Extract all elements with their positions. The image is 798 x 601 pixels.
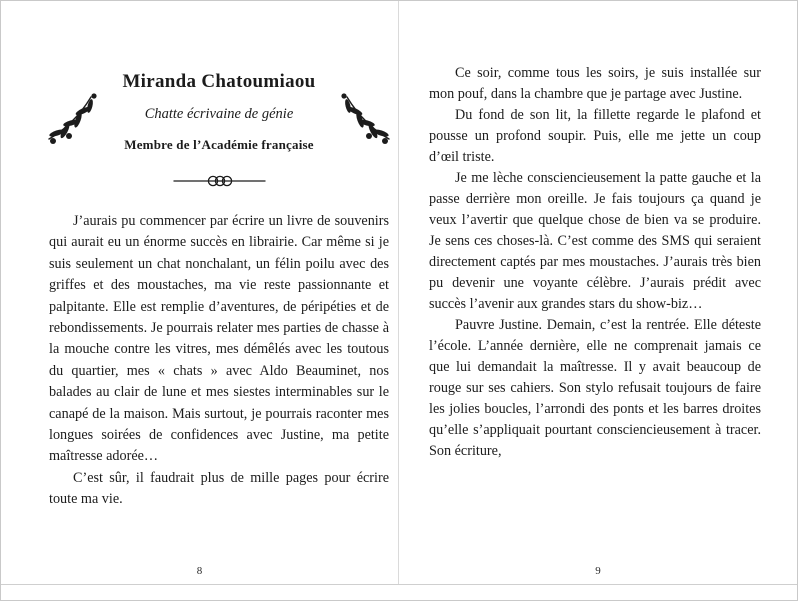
chapter-header xyxy=(49,71,389,189)
paragraph: Du fond de son lit, la fillette regarde le plafond et pousse un profond soupir. Puis, elle me jette un coup d’œil triste. xyxy=(429,107,761,165)
left-page-body xyxy=(49,211,389,511)
paragraph: Pauvre Justine. Demain, c’est la rentrée. Elle déteste l’école. L’année dernière, elle ne comprenait jamais ce que lui demandait la maîtresse. Il y avait beaucoup de rouge sur ses cahiers. Son stylo refusait toujours de faire les jolies boucles, l’arrondi des ponts et les barres droites qu’elle s’appliquait pourtant consciencieusement à tracer. Son écriture, xyxy=(429,317,761,459)
character-affiliation: Membre de l’Académie française xyxy=(124,137,314,152)
olive-branch-right-icon xyxy=(335,89,393,145)
rope-squiggle-divider-icon xyxy=(171,173,267,189)
page-number-right: 9 xyxy=(595,565,601,577)
page-area xyxy=(1,1,797,585)
left-page xyxy=(1,1,399,584)
paragraph: C’est sûr, il faudrait plus de mille pages pour écrire toute ma vie. xyxy=(49,469,389,508)
page-number-left: 8 xyxy=(196,565,203,577)
paragraph: J’aurais pu commencer par écrire un livre de souvenirs qui aurait eu un énorme succès en librairie. Car même si je suis seulement un chat nonchalant, un félin poilu avec des griffes et des moustaches, ma vie reste passionnante et palpitante. Elle est remplie d’aventures, de péripéties et de rebondissements. Je pourrais relater mes parties de chasse à la mouche contre les vitres, mes démêlés avec les toutous du quartier, mes « chats » avec Aldo Beauminet, nos balades au clair de lune et mes siestes interminables sur le canapé de la maison. Mais surtout, je pourrais raconter mes longues soirées de confidences avec Justine, ma petite maîtresse adorée… xyxy=(49,213,389,465)
olive-branch-left-icon xyxy=(45,89,103,145)
paragraph: Ce soir, comme tous les soirs, je suis installée sur mon pouf, dans la chambre que je partage avec Justine. xyxy=(429,65,761,102)
right-page-body xyxy=(429,63,761,462)
paragraph: Je me lèche consciencieusement la patte gauche et la passe derrière mon oreille. Je fais toujours ça quand je veux l’avertir que quelque chose de bien va se produire. Je sens ces choses-là. C’est comme des SMS qui seraient directement captés par mes moustaches. J’aurais très bien pu devenir une voyante célèbre. J’aurais prédit avec succès l’avenir aux grandes stars du show-biz… xyxy=(429,170,761,312)
right-page xyxy=(399,1,797,584)
character-name-title: Miranda Chatoumiaou xyxy=(122,71,316,92)
character-subtitle: Chatte écrivaine de génie xyxy=(144,106,294,122)
